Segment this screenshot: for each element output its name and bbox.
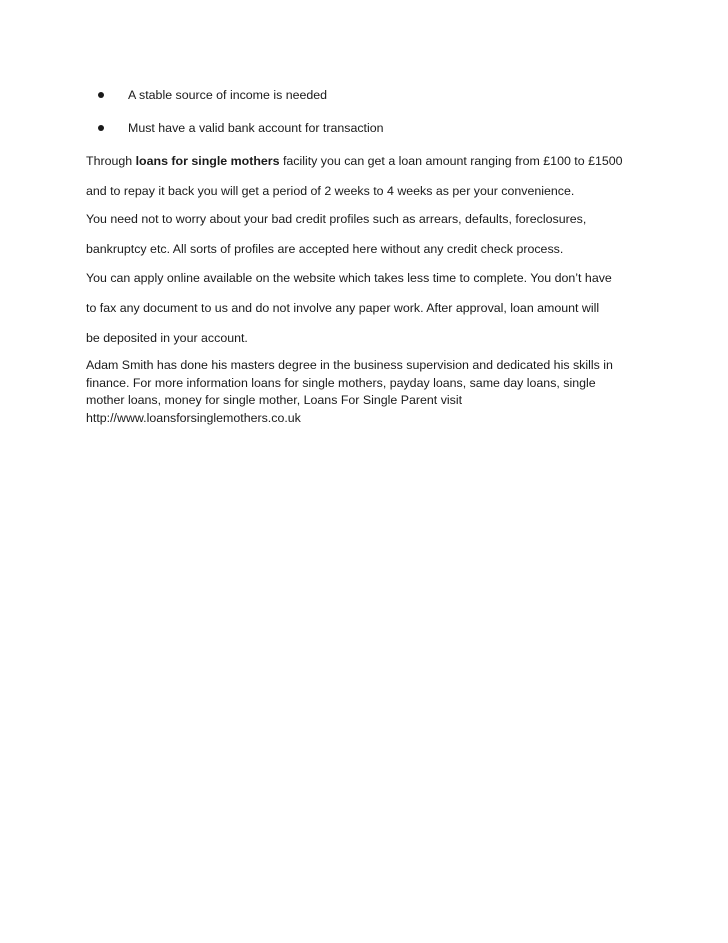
- text-span: Through: [86, 154, 136, 168]
- list-item: [96, 119, 384, 152]
- text-line: mother loans, money for single mother, Loans For Single Parent visit: [86, 393, 463, 407]
- paragraph-apply-online: [86, 269, 666, 359]
- text-line: finance. For more information loans for single mothers, payday loans, same day loans, single: [86, 375, 596, 390]
- paragraph-author-bio: [86, 356, 666, 426]
- bullet-icon: [98, 125, 104, 131]
- text-line: to fax any document to us and do not involve any paper work. After approval, loan amount will: [86, 301, 600, 315]
- text-line: [86, 152, 666, 182]
- bold-keyword: loans for single mothers: [135, 154, 280, 168]
- text-line: be deposited in your account.: [86, 331, 248, 345]
- list-item: [96, 86, 384, 119]
- paragraph-bad-credit: [86, 210, 666, 270]
- bullet-icon: [98, 92, 104, 98]
- requirements-list: [96, 86, 384, 152]
- text-line: You need not to worry about your bad credit profiles such as arrears, defaults, foreclosures,: [86, 212, 587, 226]
- paragraph-loan-amount: [86, 152, 666, 212]
- list-item-text: A stable source of income is needed: [128, 88, 328, 102]
- text-line: You can apply online available on the website which takes less time to complete. You don’t have: [86, 271, 612, 285]
- text-line: Adam Smith has done his masters degree in the business supervision and dedicated his skills in: [86, 358, 613, 372]
- text-line: and to repay it back you will get a period of 2 weeks to 4 weeks as per your convenience.: [86, 184, 575, 198]
- text-span: facility you can get a loan amount ranging from £100 to £1500: [279, 154, 623, 168]
- website-url: http://www.loansforsinglemothers.co.uk: [86, 410, 301, 425]
- list-item-text: Must have a valid bank account for transaction: [128, 121, 384, 135]
- text-line: bankruptcy etc. All sorts of profiles are accepted here without any credit check process.: [86, 242, 564, 256]
